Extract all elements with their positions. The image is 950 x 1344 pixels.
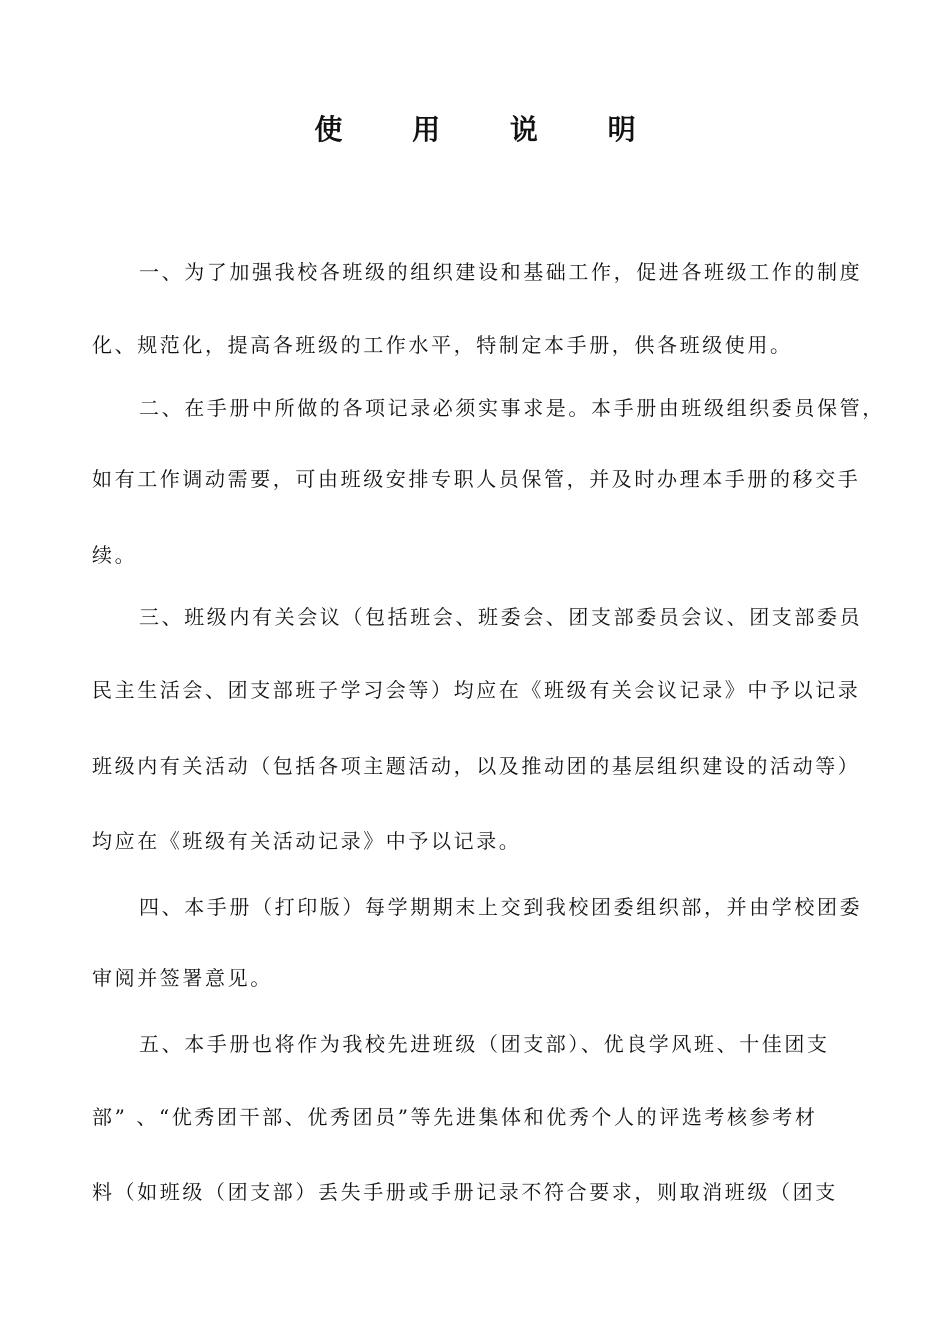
paragraph-3-line-2: 民主生活会、团支部班子学习会等）均应在《班级有关会议记录》中予以记录: [92, 678, 861, 702]
paragraph-3-line-3: 班级内有关活动（包括各项主题活动，以及推动团的基层组织建设的活动等）: [92, 754, 861, 778]
page-title: 使 用 说 明: [314, 113, 666, 146]
paragraph-1-line-1: 一、为了加强我校各班级的组织建设和基础工作，促进各班级工作的制度: [139, 260, 863, 284]
paragraph-4-line-2: 审阅并签署意见。: [92, 966, 273, 990]
paragraph-3-line-4: 均应在《班级有关活动记录》中予以记录。: [92, 829, 522, 853]
paragraph-2-line-3: 续。: [92, 543, 138, 567]
paragraph-4-line-1: 四、本手册（打印版）每学期期末上交到我校团委组织部，并由学校团委: [139, 895, 863, 919]
paragraph-5-line-3: 料（如班级（团支部）丢失手册或手册记录不符合要求，则取消班级（团支: [92, 1180, 838, 1204]
paragraph-5-line-2: 部” 、“优秀团干部、优秀团员”等先进集体和优秀个人的评选考核参考材: [92, 1105, 818, 1129]
paragraph-2-line-1: 二、在手册中所做的各项记录必须实事求是。本手册由班级组织委员保管，: [139, 396, 885, 420]
paragraph-1-line-2: 化、规范化，提高各班级的工作水平，特制定本手册，供各班级使用。: [92, 333, 793, 357]
paragraph-3-line-1: 三、班级内有关会议（包括班会、班委会、团支部委员会议、团支部委员: [139, 605, 863, 629]
paragraph-5-line-1: 五、本手册也将作为我校先进班级（团支部）、优良学风班、十佳团支: [139, 1032, 830, 1056]
paragraph-2-line-2: 如有工作调动需要，可由班级安排专职人员保管，并及时办理本手册的移交手: [92, 467, 861, 491]
